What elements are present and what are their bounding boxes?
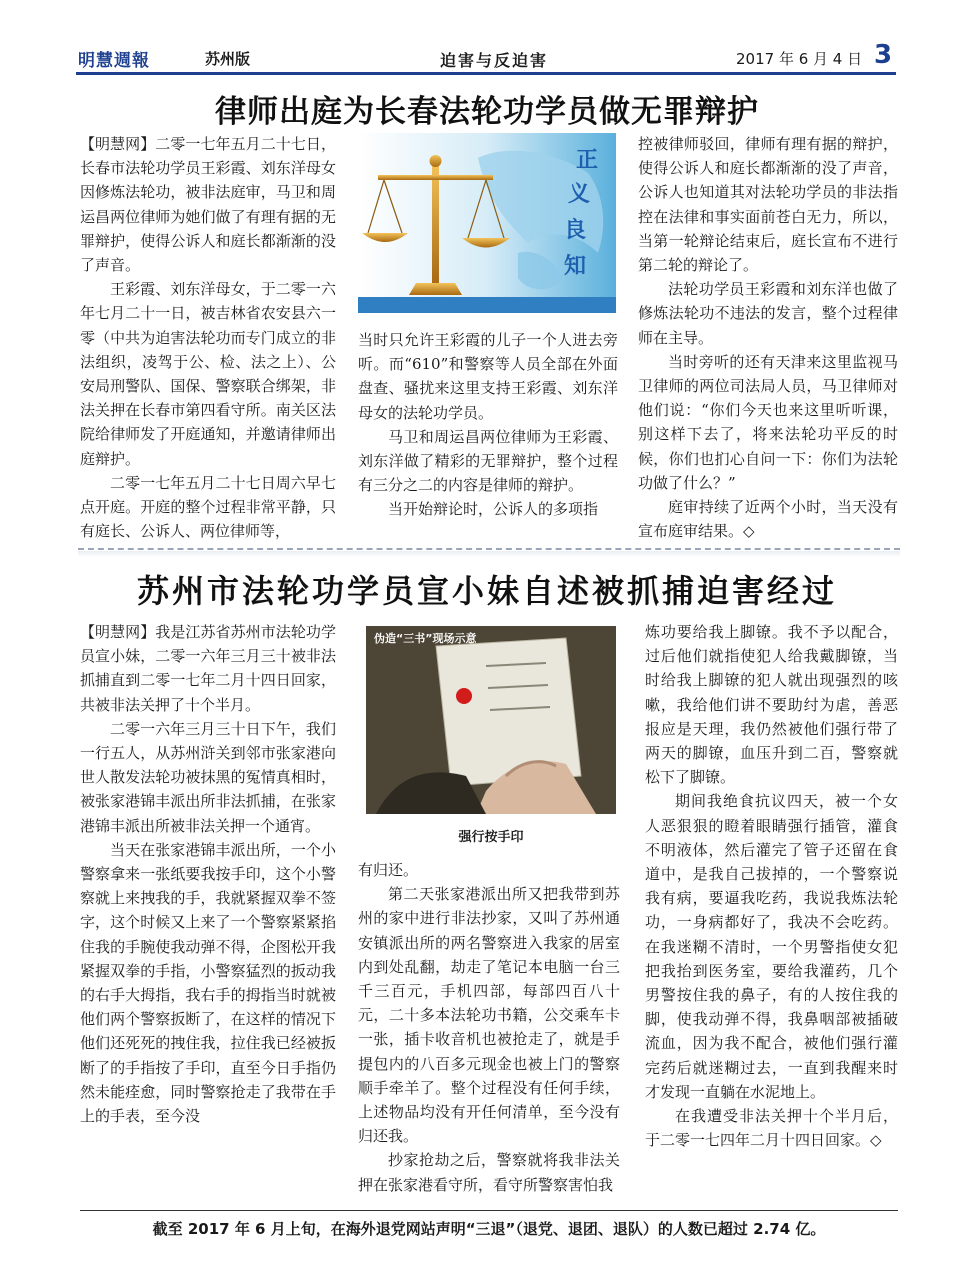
forced-fingerprint-illustration bbox=[366, 626, 616, 814]
article1-paragraph: 王彩霞、刘东洋母女，于二零一六年七月二十一日，被吉林省农安县六一零（中共为迫害法轮功而专门成立的非法组织，凌驾于公、检、法之上）、公安局刑警队、国保、警察联合绑架，非法关押在长春市第四看守所。南关区法院给律师发了开庭通知，并邀请律师出庭辩护。 bbox=[80, 280, 336, 468]
article-divider bbox=[78, 548, 900, 550]
article1-paragraph: 马卫和周运昌两位律师为王彩霞、刘东洋做了精彩的无罪辩护，整个过程有三分之二的内容是律师的辩护。 bbox=[358, 427, 618, 495]
article2-column-2 bbox=[358, 858, 620, 1197]
image-char: 正 bbox=[576, 148, 599, 173]
article1-paragraph: 控被律师驳回，律师有理有据的辩护，使得公诉人和庭长都渐渐的没了声音，公诉人也知道其对法轮功学员的非法指控在法律和事实面前苍白无力，所以，当第一轮辩论结束后，庭长宣布不进行第二轮的辩论了。 bbox=[638, 135, 898, 275]
article1-paragraph: 法轮功学员王彩霞和刘东洋也做了修炼法轮功不违法的发言，整个过程律师在主导。 bbox=[638, 280, 898, 347]
article2-paragraph: 有归还。 bbox=[358, 861, 419, 879]
image-char: 知 bbox=[564, 254, 587, 279]
article2-paragraph: 期间我绝食抗议四天，被一个女人恶狠狠的瞪着眼睛强行插管，灌食不明液体，然后灌完了管子还留在食道中，是我自己拔掉的，一个警察说我有病，要逼我吃药，我说我炼法轮功，一身病都好了，我决不会吃药。在我迷糊不清时，一个男警指使女犯把我抬到医务室，要给我灌药，几个男警按住我的鼻子，有的人按住我的脚，使我动弹不得，我鼻咽部被插破流血，因为我不配合，被他们强行灌完药后就迷糊过去，一直到我醒来时才发现一直躺在水泥地上。 bbox=[645, 792, 898, 1101]
paper-name: 明慧週報 bbox=[78, 51, 150, 71]
article1-paragraph: 当时旁听的还有天津来这里监视马卫律师的两位司法局人员，马卫律师对他们说：“你们今天也来这里听听课，别这样下去了，将来法轮功平反的时候，你们也扪心自问一下：你们为法轮功做了什么？” bbox=[638, 352, 898, 492]
article1-column-3 bbox=[638, 132, 898, 543]
edition-label: 苏州版 bbox=[205, 50, 251, 68]
article2-paragraph: 第二天张家港派出所又把我带到苏州的家中进行非法抄家，又叫了苏州通安镇派出所的两名警察进入我家的居室内到处乱翻，劫走了笔记本电脑一台三千三百元，手机四部，每部四百八十元，二十多本法轮功书籍，公交乘车卡一张，插卡收音机也被抢走了，就是手提包内的八百多元现金也被上门的警察顺手牵羊了。整个过程没有任何手续，上述物品均没有开任何清单，至今没有归还我。 bbox=[358, 885, 620, 1146]
footer-rule bbox=[80, 1210, 898, 1211]
image-char: 义 bbox=[568, 182, 591, 207]
article1-column-1 bbox=[80, 132, 336, 543]
article1-paragraph: 庭审持续了近两个小时，当天没有宣布庭审结果。◇ bbox=[638, 498, 898, 541]
article2-paragraph: 当天在张家港锦丰派出所，一个小警察拿来一张纸要我按手印，这个小警察就上来拽我的手，我就紧握双拳不签字，这个时候又上来了一个警察紧紧掐住我的手腕使我动弹不得，企图松开我紧握双拳的手指，小警察猛烈的扳动我的右手大拇指，我右手的拇指当时就被他们两个警察扳断了，在这样的情况下他们还死死的拽住我，拉住我已经被扳断了的手指按了手印，直至今日手指仍然未能痊愈，同时警察抢走了我带在手上的手表，至今没 bbox=[80, 840, 336, 1126]
image-char: 良 bbox=[564, 218, 587, 243]
article2-column-1 bbox=[80, 620, 336, 1128]
article1-paragraph: 【明慧网】二零一七年五月二十七日，长春市法轮功学员王彩霞、刘东洋母女因修炼法轮功，被非法庭审，马卫和周运昌两位律师为她们做了有理有据的无罪辩护，使得公诉人和庭长都渐渐的没了声音。 bbox=[80, 135, 336, 275]
article2-paragraph: 【明慧网】我是江苏省苏州市法轮功学员宣小妹，二零一六年三月三十被非法抓捕直到二零一七年二月十四日回家，共被非法关押了十个半月。 bbox=[80, 623, 336, 714]
fingerprint-photo bbox=[366, 626, 616, 814]
article-divider-shade bbox=[78, 551, 900, 557]
section-title: 迫害与反迫害 bbox=[440, 51, 549, 70]
issue-date: 2017 年 6 月 4 日 bbox=[736, 50, 863, 68]
article1-column-2 bbox=[358, 328, 618, 522]
article2-headline: 苏州市法轮功学员宣小妹自述被抓捕迫害经过 bbox=[136, 572, 837, 610]
footer-notice: 截至 2017 年 6 月上旬，在海外退党网站声明“三退”（退党、退团、退队）的人数已超过 2.74 亿。 bbox=[152, 1220, 826, 1238]
page-number: 3 bbox=[874, 40, 893, 70]
masthead-rule bbox=[76, 72, 896, 75]
article1-headline: 律师出庭为长春法轮功学员做无罪辩护 bbox=[215, 94, 759, 130]
photo-caption: 强行按手印 bbox=[458, 830, 524, 845]
article1-paragraph: 当开始辩论时，公诉人的多项指 bbox=[388, 500, 599, 519]
photo-label: 伪造“三书”现场示意 bbox=[374, 632, 477, 645]
article1-paragraph: 二零一七年五月二十七日周六早七点开庭。开庭的整个过程非常平静，只有庭长、公诉人、两位律师等， bbox=[80, 473, 336, 541]
article2-paragraph: 在我遭受非法关押十个半月后，于二零一七四年二月十四日回家。◇ bbox=[645, 1107, 898, 1150]
article2-column-3 bbox=[645, 620, 898, 1152]
scales-illustration bbox=[358, 133, 616, 313]
article2-paragraph: 炼功要给我上脚镣。我不予以配合，过后他们就指使犯人给我戴脚镣，当时给我上脚镣的犯人就出现强烈的咳嗽，我给他们讲不要助纣为虐，善恶报应是天理，我仍然被他们强行带了两天的脚镣，血压升到二百，警察就松下了脚镣。 bbox=[645, 623, 898, 787]
article2-paragraph: 二零一六年三月三十日下午，我们一行五人，从苏州浒关到邻市张家港向世人散发法轮功被抹黑的冤情真相时，被张家港锦丰派出所非法抓捕，在张家港锦丰派出所被非法关押一个通宵。 bbox=[80, 719, 336, 835]
article2-paragraph: 抄家抢劫之后，警察就将我非法关押在张家港看守所，看守所警察害怕我 bbox=[358, 1151, 620, 1194]
justice-scales-image bbox=[358, 133, 616, 313]
article1-paragraph: 当时只允许王彩霞的儿子一个人进去旁听。而“610”和警察等人员全部在外面盘查、骚扰来这里支持王彩霞、刘东洋母女的法轮功学员。 bbox=[358, 331, 618, 422]
